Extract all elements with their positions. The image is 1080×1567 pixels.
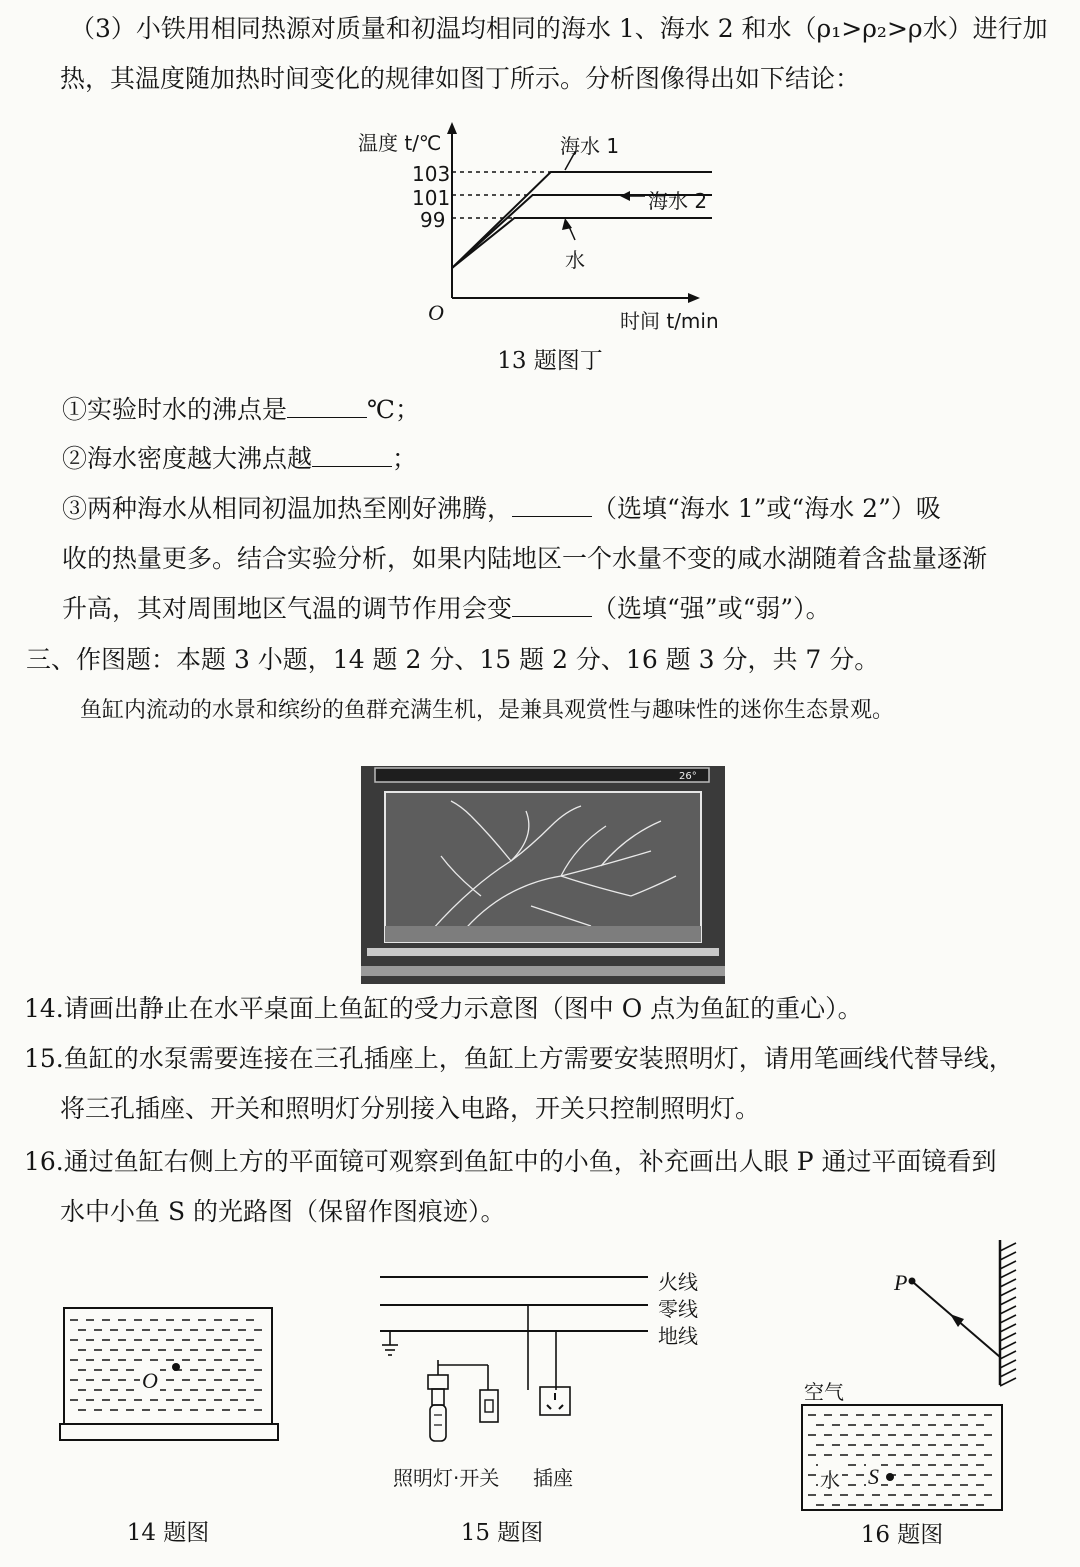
boiling-chart (0, 0, 1080, 360)
q15-line2: 将三孔插座、开关和照明灯分别接入电路，开关只控制照明灯。 (60, 1094, 761, 1123)
fig14-caption: 14 题图 (126, 1520, 210, 1546)
y-axis-arrow-icon (447, 122, 457, 134)
tick-101: 101 (412, 186, 451, 210)
q13-sub3-line2: 收的热量更多。结合实验分析，如果内陆地区一个水量不变的咸水湖随着含盐量逐渐 (62, 544, 988, 573)
section3-heading: 三、作图题：本题 3 小题，14 题 2 分、15 题 2 分、16 题 3 分，共 7 分。 (26, 645, 880, 674)
chart-origin: O (428, 300, 444, 325)
chart-x-label: 时间 t/min (620, 309, 719, 333)
fig16-fish-label: S (868, 1464, 879, 1489)
series-label-water: 水 (565, 248, 585, 272)
fig15-circuit (370, 1265, 670, 1465)
fig16-water-label: 水 (818, 1464, 842, 1493)
q13-line2: 热，其温度随加热时间变化的规律如图丁所示。分析图像得出如下结论： (60, 64, 861, 93)
answer-blank-4[interactable] (512, 592, 592, 617)
x-axis-arrow-icon (688, 293, 700, 303)
pointer-seawater2-arrow-icon (620, 191, 630, 201)
series-label-seawater1: 海水 1 (560, 134, 620, 158)
fig16-caption: 16 题图 (860, 1522, 944, 1548)
chart-caption: 13 题图丁 (497, 348, 603, 374)
fig15-live-label: 火线 (658, 1270, 698, 1294)
q13-sub3-line3: 升高，其对周围地区气温的调节作用会变 （选填“强”或“弱”）。 (62, 594, 831, 623)
q13-line1: （3）小铁用相同热源对质量和初温均相同的海水 1、海水 2 和水（ρ₁>ρ₂>ρ水）进行加 (70, 14, 1048, 43)
fig15-socket-label: 插座 (533, 1466, 573, 1490)
fig15-caption: 15 题图 (460, 1520, 544, 1546)
q16-line1: 16.通过鱼缸右侧上方的平面镜可观察到鱼缸中的小鱼，补充画出人眼 P 通过平面镜看到 (24, 1147, 997, 1176)
q14-text: 14.请画出静止在水平桌面上鱼缸的受力示意图（图中 O 点为鱼缸的重心）。 (24, 994, 863, 1023)
fig14-tank (60, 1300, 290, 1440)
tick-99: 99 (420, 208, 446, 232)
series-label-seawater2: 海水 2 (648, 189, 708, 213)
pointer-water-arrow-icon (562, 218, 572, 230)
aquarium-photo (361, 766, 725, 984)
fig16-eye-label: P (894, 1270, 908, 1295)
fig15-ground-label: 地线 (658, 1324, 698, 1348)
q13-sub2: ②海水密度越大沸点越 ； (62, 444, 418, 473)
q13-sub1: ①实验时水的沸点是 ℃； (62, 395, 420, 424)
q15-line1: 15.鱼缸的水泵需要连接在三孔插座上，鱼缸上方需要安装照明灯，请用笔画线代替导线， (24, 1044, 1014, 1073)
aquarium-display: 26° (679, 771, 697, 782)
fig15-devices-label: 照明灯·开关 (393, 1466, 500, 1490)
q13-sub3: ③两种海水从相同初温加热至刚好沸腾， （选填“海水 1”或“海水 2”）吸 (62, 494, 941, 523)
answer-blank-1[interactable] (287, 393, 367, 418)
chart-y-label: 温度 t/℃ (358, 131, 442, 155)
section3-intro: 鱼缸内流动的水景和缤纷的鱼群充满生机，是兼具观赏性与趣味性的迷你生态景观。 (80, 698, 895, 723)
answer-blank-2[interactable] (312, 442, 392, 467)
answer-blank-3[interactable] (512, 492, 592, 517)
q16-line2: 水中小鱼 S 的光路图（保留作图痕迹）。 (60, 1197, 506, 1226)
fig16-air-label: 空气 (804, 1380, 844, 1404)
fig15-neutral-label: 零线 (658, 1297, 698, 1321)
fig14-point-label: O (142, 1368, 158, 1393)
tick-103: 103 (412, 162, 451, 186)
